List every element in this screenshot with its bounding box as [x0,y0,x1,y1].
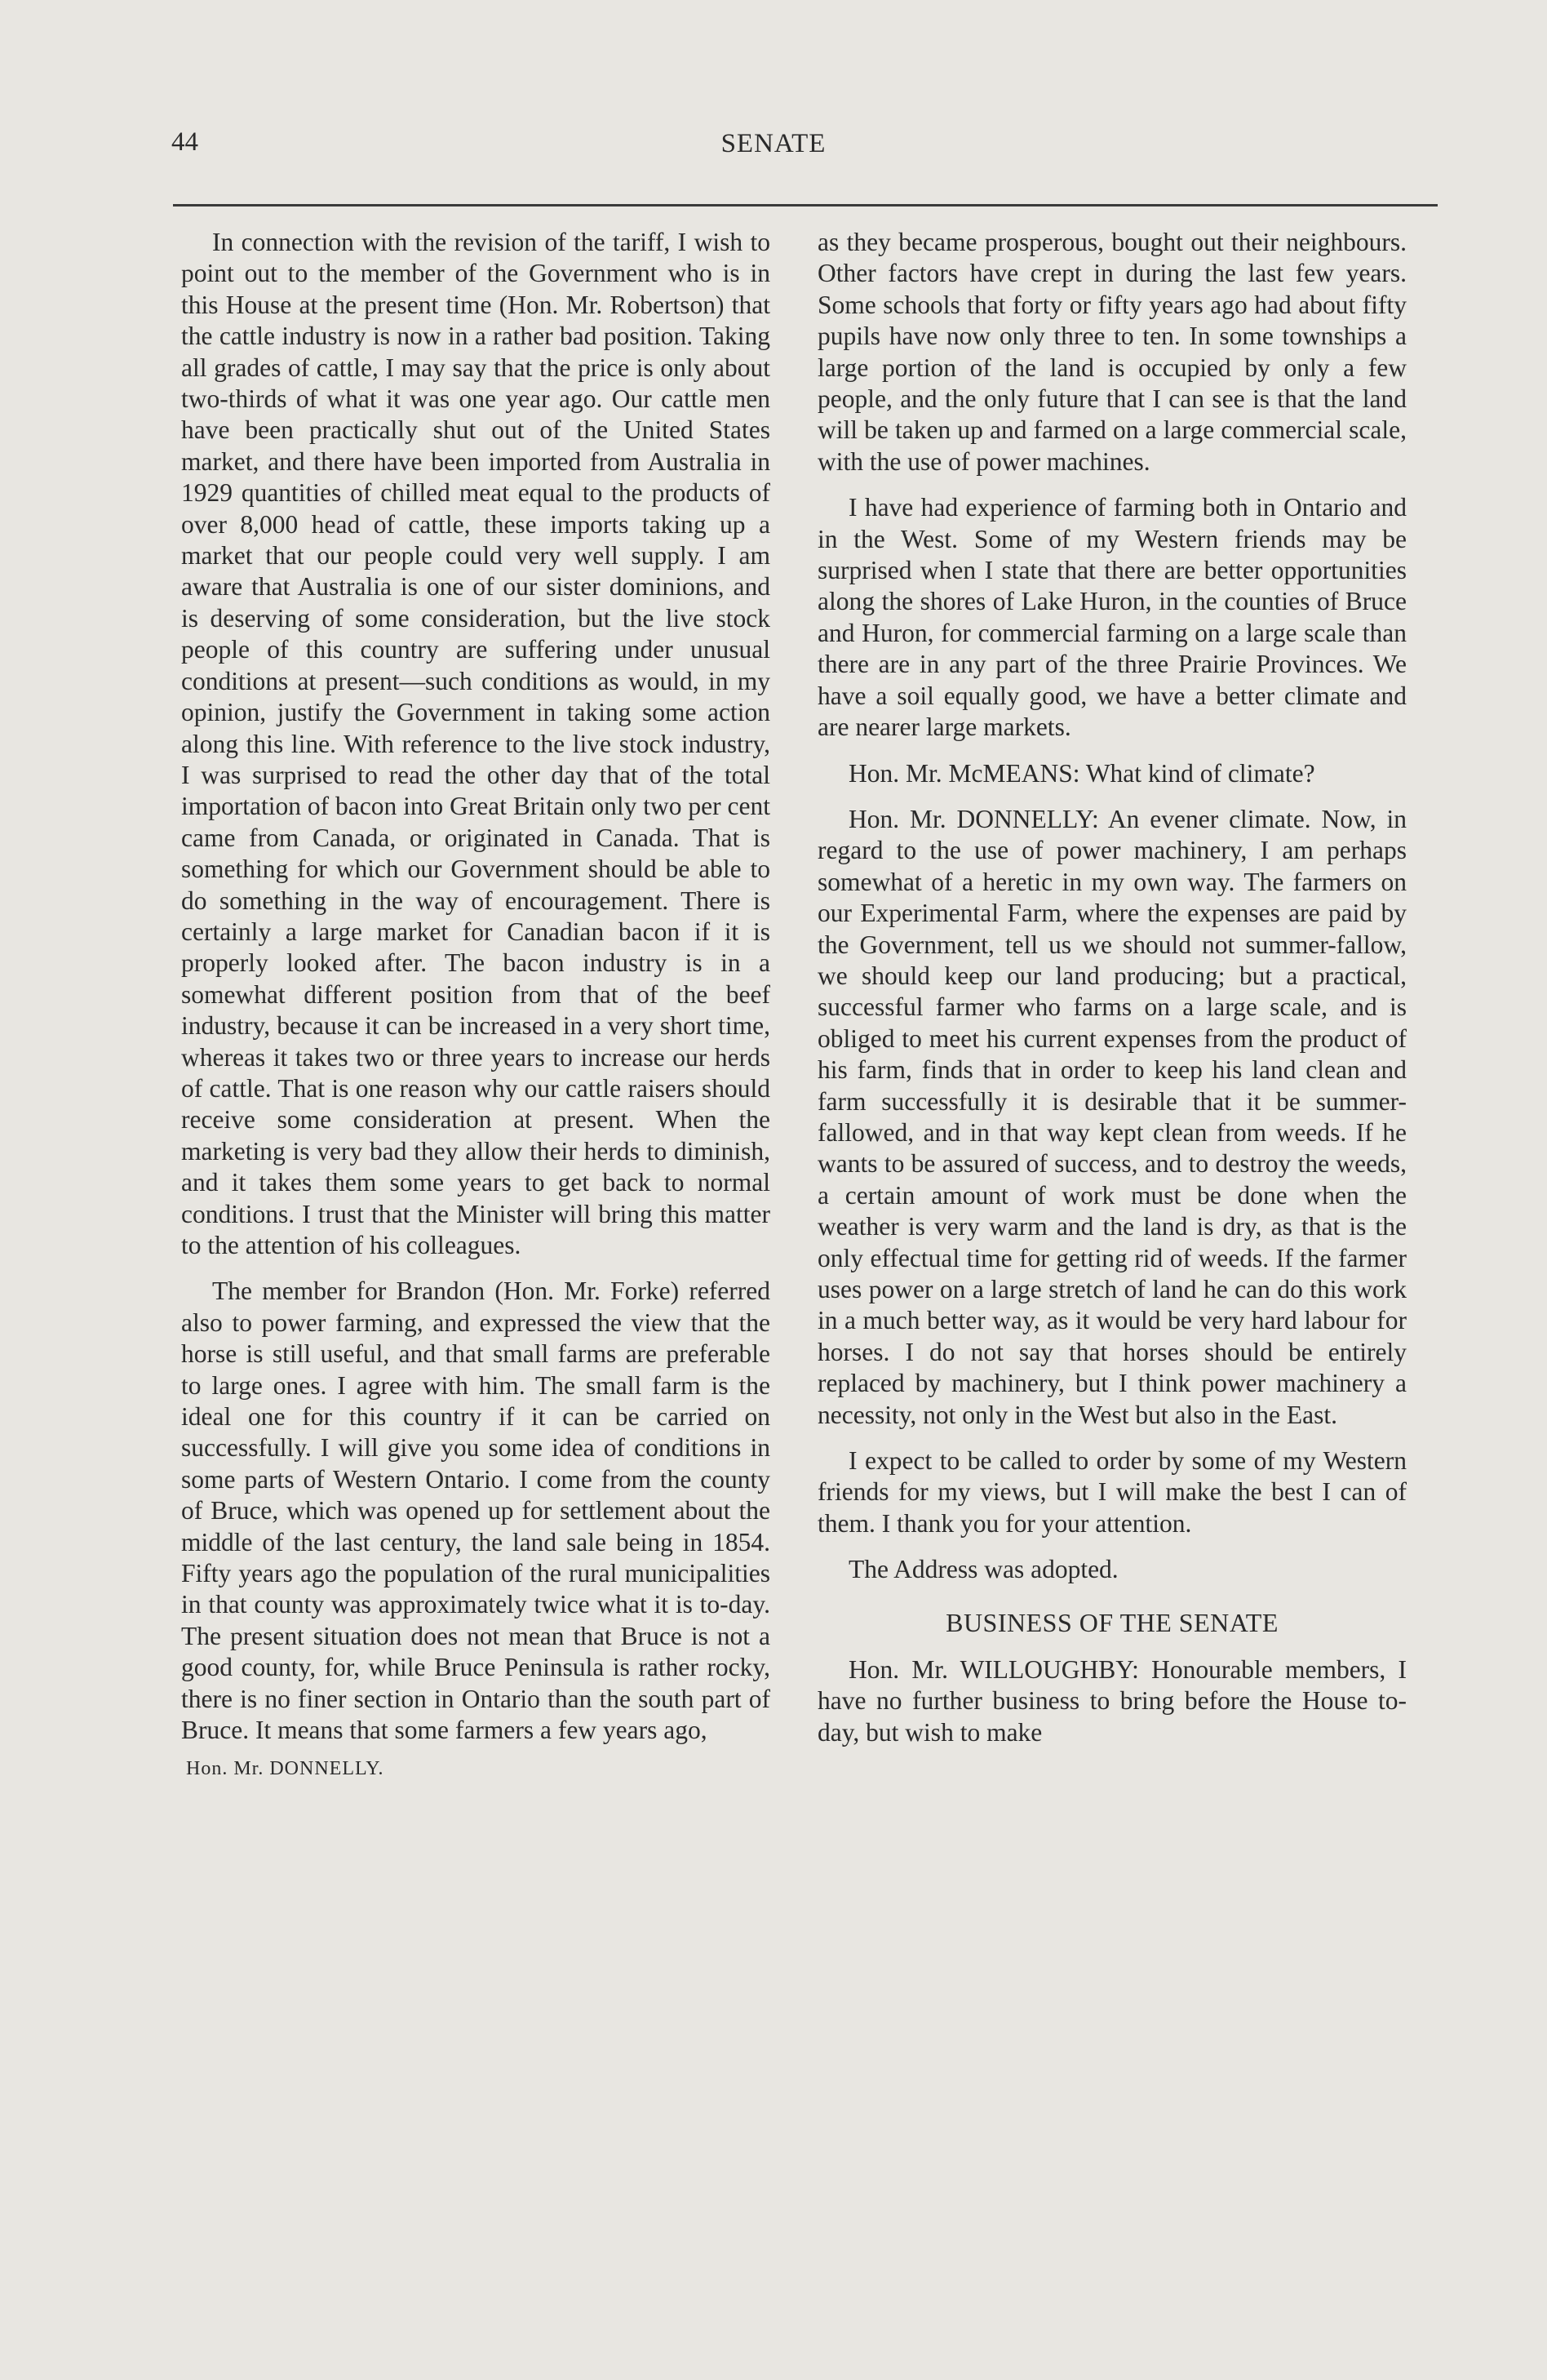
right-column [818,227,1407,1763]
footer-speaker: Hon. Mr. DONNELLY. [186,1757,384,1779]
paragraph: Hon. Mr. WILLOUGHBY: Honourable members, I have no further business to bring before the House to-day, but wish to make [818,1655,1407,1747]
paragraph: as they became prosperous, bought out their neighbours. Other factors have crept in during the last few years. Some schools that forty or fifty years ago had about fifty pupils have now only three to ten. In some townships a large portion of the land is occupied by only a few people, and the only future that I can see is that the land will be taken up and farmed on a large commercial scale, with the use of power machines. [818,228,1407,476]
paragraph: Hon. Mr. McMEANS: What kind of climate? [849,758,1315,788]
running-head-title: SENATE [720,129,827,158]
paragraph: Hon. Mr. DONNELLY: An evener climate. Now, in regard to the use of power machinery, I am perhaps somewhat of a heretic in my own way. The farmers on our Experimental Farm, where the expenses are paid by the Government, tell us we should not summer-fallow, we should keep our land producing; but a practical, successful farmer who farms on a large scale, and is obliged to meet his current expenses from the product of his farm, finds that in order to keep his land clean and farm successfully it is desirable that it be summer-fallowed, and in that way kept clean from weeds. If he wants to be assured of success, and to destroy the weeds, a certain amount of work must be done when the weather is very warm and the land is dry, as that is the only effectual time for getting rid of weeds. If the farmer uses power on a large stretch of land he can do this work in a much better way, as it would be very hard labour for horses. I do not say that horses should be entirely replaced by machinery, but I think power machinery a necessity, not only in the West but also in the East. [818,804,1407,1429]
left-column [181,227,770,1784]
paragraph: The member for Brandon (Hon. Mr. Forke) referred also to power farming, and expressed the view that the horse is still useful, and that small farms are preferable to large ones. I agree with him. The small farm is the ideal one for this country if it can be carried on successfully. I will give you some idea of conditions in some parts of Western Ontario. I come from the county of Bruce, which was opened up for settlement about the middle of the last century, the land sale being in 1854. Fifty years ago the population of the rural municipalities in that county was approximately twice what it is to-day. The present situation does not mean that Bruce is not a good county, for, while Bruce Peninsula is rather rocky, there is no finer section in Ontario than the south part of Bruce. It means that some farmers a few years ago, [181,1277,770,1745]
header-rule [173,204,1438,206]
section-heading: BUSINESS OF THE SENATE [946,1607,1279,1637]
paragraph: The Address was adopted. [849,1555,1119,1584]
paragraph: I expect to be called to order by some of my Western friends for my views, but I will make the best I can of them. I thank you for your attention. [818,1446,1407,1538]
page-number: 44 [171,127,198,157]
paragraph: I have had experience of farming both in Ontario and in the West. Some of my Western friends may be surprised when I state that there are better opportunities along the shores of Lake Huron, in the counties of Bruce and Huron, for commercial farming on a large scale than there are in any part of the three Prairie Provinces. We have a soil equally good, we have a better climate and are nearer large markets. [818,493,1407,742]
paragraph: In connection with the revision of the tariff, I wish to point out to the member of the Government who is in this House at the present time (Hon. Mr. Robertson) that the cattle industry is now in a rather bad position. Taking all grades of cattle, I may say that the price is only about two-thirds of what it was one year ago. Our cattle men have been practically shut out of the United States market, and there have been imported from Australia in 1929 quantities of chilled meat equal to the products of over 8,000 head of cattle, these imports taking up a market that our people could very well supply. I am aware that Australia is one of our sister dominions, and is deserving of some consideration, but the live stock people of this country are suffering under unusual conditions at present—such conditions as would, in my opinion, justify the Government in taking some action along this line. With reference to the live stock industry, I was surprised to read the other day that of the total importation of bacon into Great Britain only two per cent came from Canada, or originated in Canada. That is something for which our Government should be able to do something in the way of encouragement. There is certainly a large market for Canadian bacon if it is properly looked after. The bacon industry is in a somewhat different position from that of the beef industry, because it can be increased in a very short time, whereas it takes two or three years to increase our herds of cattle. That is one reason why our cattle raisers should receive some consideration at present. When the marketing is very bad they allow their herds to diminish, and it takes them some years to get back to normal conditions. I trust that the Minister will bring this matter to the attention of his colleagues. [181,228,770,1259]
